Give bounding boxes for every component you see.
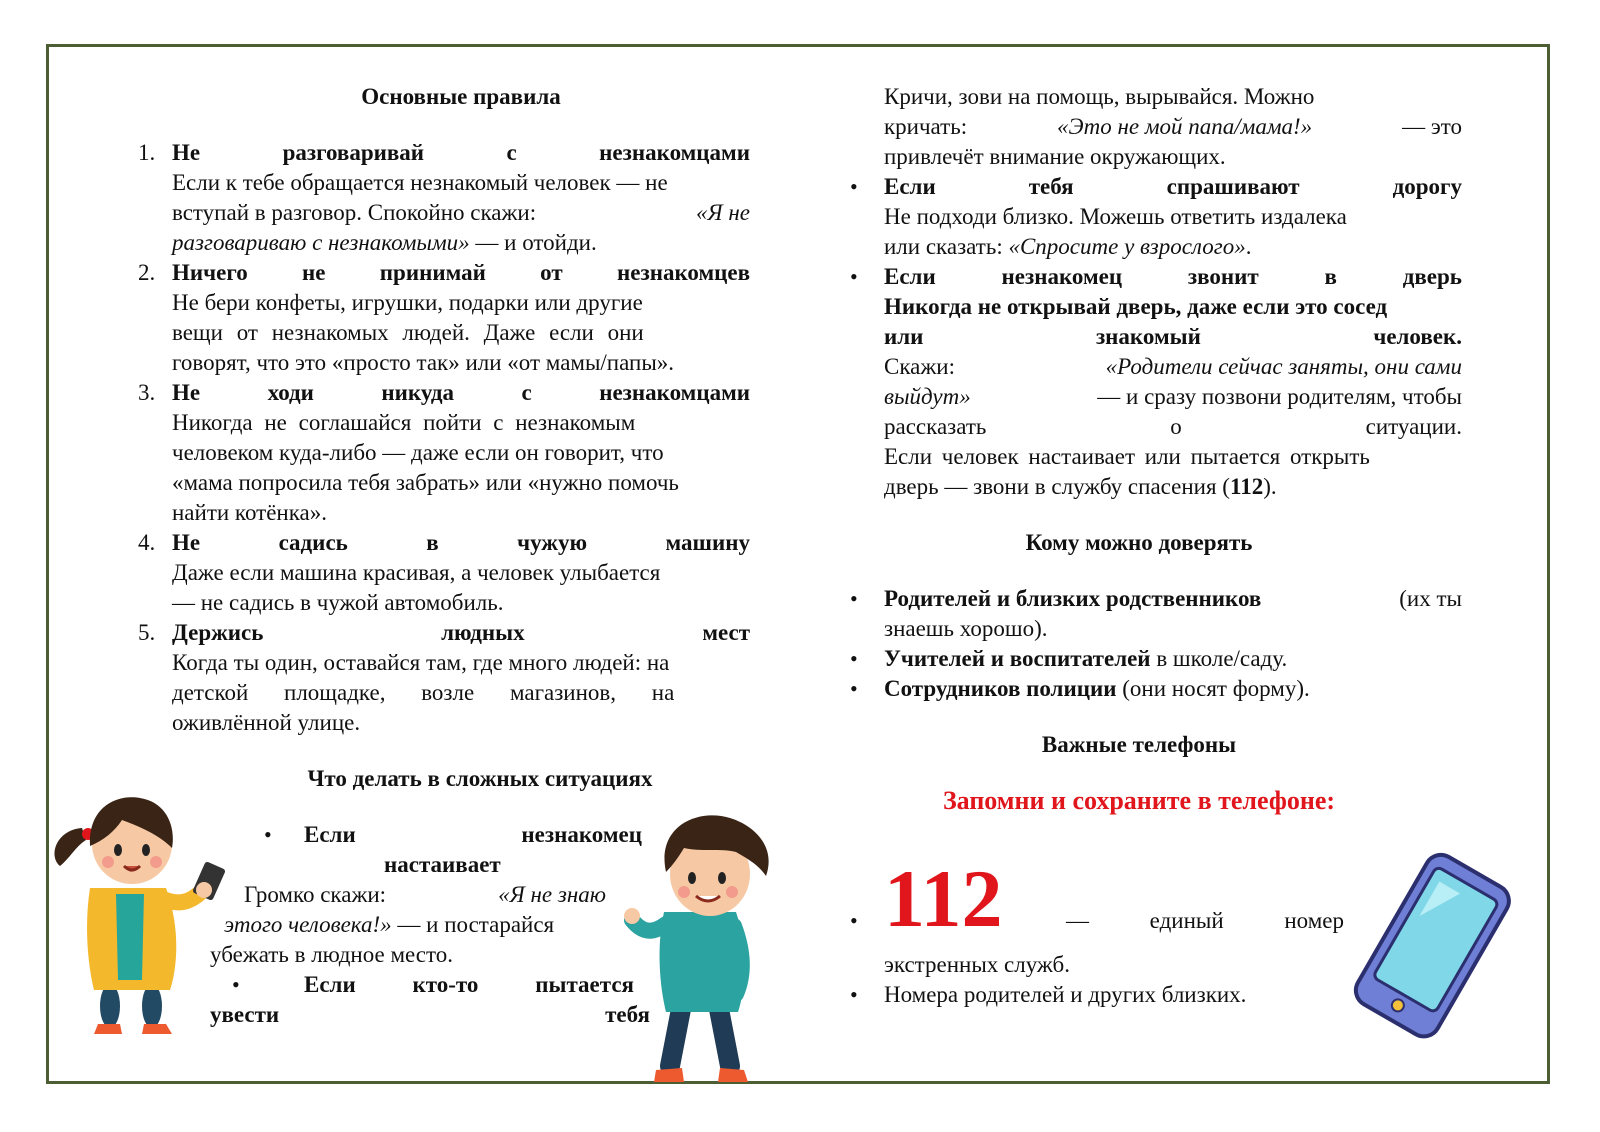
rule-text: Если к тебе обращается незнакомый человек — не [172, 170, 668, 195]
text-line: Номера родителей и других близких. [884, 982, 1247, 1007]
text-line: Не подходи близко. Можешь ответить издалека [884, 204, 1347, 229]
text-line: — единый номер [1066, 908, 1344, 933]
bullet: • [850, 174, 858, 199]
rule-text: Даже если машина красивая, а человек улыбается [172, 560, 661, 585]
text-line: Кричи, зови на помощь, вырывайся. Можно [884, 84, 1315, 109]
rule-title: Не ходи никуда с незнакомцами [172, 380, 750, 405]
rule-number: 2. [138, 260, 156, 285]
rule-text: оживлённой улице. [172, 710, 361, 735]
bullet: • [850, 908, 858, 933]
bullet: • [264, 822, 272, 847]
rule-text: разговариваю с незнакомыми» — и отойди. [172, 230, 597, 255]
emergency-number: 112 [884, 853, 1003, 944]
rule-text: «мама попросила тебя забрать» или «нужно помочь [172, 470, 679, 495]
rule-number: 4. [138, 530, 156, 555]
remember-heading: Запомни и сохраните в телефоне: [942, 786, 1336, 815]
rule-title: Держись людных мест [172, 620, 750, 645]
bullet: • [850, 646, 858, 671]
rule-text: Когда ты один, оставайся там, где много людей: на [172, 650, 670, 675]
text-line: или сказать: «Спросите у взрослого». [884, 234, 1252, 259]
text-line: привлечёт внимание окружающих. [884, 144, 1226, 169]
situation-text: убежать в людное место. [210, 942, 453, 967]
situation-title: настаивает [384, 852, 501, 877]
bullet: • [850, 586, 858, 611]
situation-title: увести тебя [210, 1002, 650, 1027]
text-line: кричать: «Это не мой папа/мама!» — это [884, 114, 1462, 139]
difficult-title: Что делать в сложных ситуациях [307, 766, 653, 791]
trust-item: знаешь хорошо). [884, 616, 1048, 641]
rule-title: Ничего не принимай от незнакомцев [172, 260, 750, 285]
rule-number: 5. [138, 620, 156, 645]
rule-text: Не бери конфеты, игрушки, подарки или другие [172, 290, 643, 315]
rule-text: вступай в разговор. Спокойно скажи: «Я не [172, 200, 750, 225]
rule-title: Не разговаривай с незнакомцами [172, 140, 750, 165]
rule-text: детской площадке, возле магазинов, на [172, 680, 675, 705]
situation-text: этого человека!» — и постарайся [224, 912, 555, 937]
trust-item: Сотрудников полиции (они носят форму). [884, 676, 1310, 701]
rule-text: вещи от незнакомых людей. Даже если они [172, 320, 644, 345]
rule-text: Никогда не соглашайся пойти с незнакомым [172, 410, 636, 435]
bullet: • [232, 972, 240, 997]
situation-title: Если кто-то пытается [304, 972, 634, 997]
phones-title: Важные телефоны [1041, 732, 1237, 757]
girl-illustration [48, 776, 238, 1038]
text-line: или знакомый человек. [884, 324, 1462, 349]
situation-title: Если тебя спрашивают дорогу [884, 174, 1462, 199]
situation-title: Если незнакомец звонит в дверь [884, 264, 1462, 289]
text-line: экстренных служб. [884, 952, 1070, 977]
trust-title: Кому можно доверять [1025, 530, 1253, 555]
trust-item: Учителей и воспитателей в школе/саду. [884, 646, 1288, 671]
trust-item: Родителей и близких родственников (их ты [884, 586, 1462, 611]
bullet: • [850, 676, 858, 701]
rules-title: Основные правила [361, 84, 561, 109]
rule-text: человеком куда-либо — даже если он говорит, что [172, 440, 664, 465]
bullet: • [850, 982, 858, 1007]
text-line: Скажи: «Родители сейчас заняты, они сами [884, 354, 1462, 379]
rule-title: Не садись в чужую машину [172, 530, 750, 555]
text-line: Если человек настаивает или пытается открыть [884, 444, 1370, 469]
boy-illustration [626, 808, 786, 1090]
text-line: Никогда не открывай дверь, даже если это сосед [884, 294, 1388, 319]
rule-text: найти котёнка». [172, 500, 327, 525]
text-line: выйдут» — и сразу позвони родителям, чтобы [884, 384, 1462, 409]
situation-text: Громко скажи: «Я не знаю [244, 882, 606, 907]
situation-title: Если незнакомец [304, 822, 642, 847]
text-line: дверь — звони в службу спасения (112). [884, 474, 1277, 499]
rule-number: 1. [138, 140, 156, 165]
rule-text: — не садись в чужой автомобиль. [172, 590, 504, 615]
phone-icon [1346, 856, 1516, 1036]
rule-text: говорят, что это «просто так» или «от мамы/папы». [172, 350, 675, 375]
bullet: • [850, 264, 858, 289]
text-line: рассказать о ситуации. [884, 414, 1462, 439]
rule-number: 3. [138, 380, 156, 405]
